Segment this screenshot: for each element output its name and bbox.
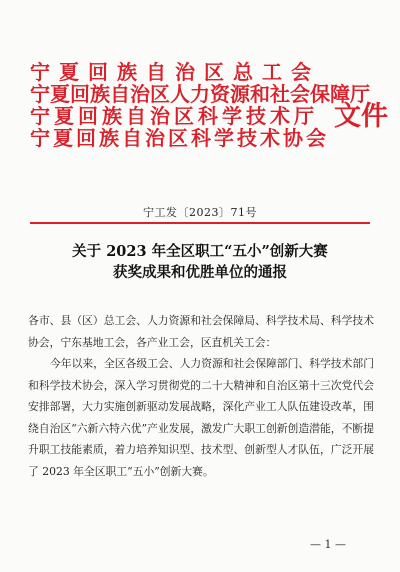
document-title (0, 241, 400, 283)
salutation: 各市、县（区）总工会、人力资源和社会保障局、科学技术局、科学技术协会，宁东基地工会，各产业工会，区直机关工会： (28, 314, 374, 349)
red-divider-line (30, 222, 370, 224)
issuer-line-3: 宁夏回族自治区科学技术厅 (30, 104, 318, 128)
title-line-2: 获奖成果和优胜单位的通报 (113, 264, 287, 281)
document-number: 宁工发〔2023〕71号 (143, 206, 257, 219)
document-body (28, 310, 374, 482)
body-paragraph: 今年以来，全区各级工会、人力资源和社会保障部门、科学技术部门和科学技术协会，深入学习贯彻党的二十大精神和自治区第十三次党代会安排部署，大力实施创新驱动发展战略，深化产业工人队伍建设改革，围绕自治区“六新六特六优”产业发展，激发广大职工创新创造潜能，不断提升职工技能素质，着力培养知识型、技术型、创新型人才队伍，广泛开展了 2023 年全区职工“五小”创新大赛。 (28, 357, 374, 478)
issuer-line-2: 宁夏回族自治区人力资源和社会保障厅 (30, 82, 370, 106)
issuer-line-4: 宁夏回族自治区科学技术协会 (30, 126, 329, 150)
document-label: 文件 (334, 101, 388, 132)
page-number: — 1 — (310, 538, 346, 551)
issuer-line-1: 宁夏回族自治区总工会 (30, 60, 320, 84)
title-line-1: 关于 2023 年全区职工“五小”创新大赛 (72, 243, 328, 260)
